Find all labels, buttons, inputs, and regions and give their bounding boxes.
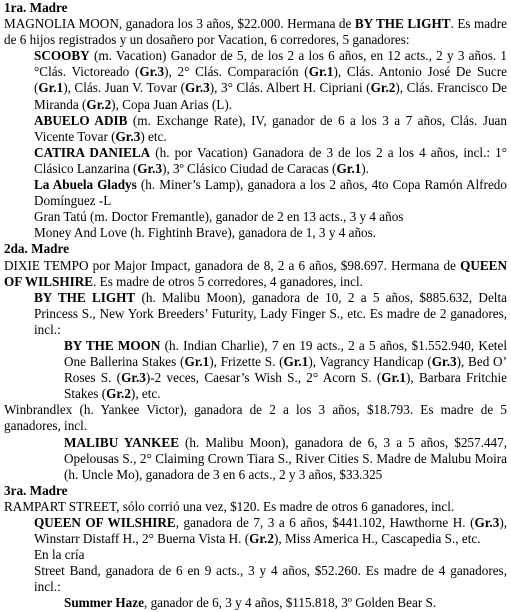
offspring-scooby: SCOOBY (m. Vacation) Ganador de 5, de los 2 a los 6 años, en 12 acts., 2 y 3 años. 1 °Clás. Victoreado (Gr.3), 2° Clás. Comparación (Gr.1), Clás. Antonio José De Sucre (Gr.1), Clás. Juan V. Tovar (Gr.3), 3° Clás. Albert H. Cipriani (Gr.2), Clás. Francisco De Miranda (Gr.2), Copa Juan Arias (L). <box>34 48 508 112</box>
offspring-queen-of-wilshire: QUEEN OF WILSHIRE, ganadora de 7, 3 a 6 años, $441.102, Hawthorne H. (Gr.3), Winstarr Distaff H., 2° Buerna Vista H. (Gr.2), Miss America H., Cascapedia S., etc. <box>34 515 508 547</box>
section-heading-first-dam: 1ra. Madre <box>4 0 68 15</box>
third-dam-intro: RAMPART STREET, sólo corrió una vez, $120. Es madre de otros 6 ganadores, incl. <box>4 498 455 514</box>
offspring-summer-haze: Summer Haze, ganador de 6, 3 y 4 años, $115.818, 3º Golden Bear S. <box>64 595 437 611</box>
offspring-money-and-love: Money And Love (h. Fightinh Brave), ganadora de 1, 3 y 4 años. <box>34 225 377 241</box>
en-la-cria-label: En la cría <box>34 547 85 563</box>
offspring-gran-tatu: Gran Tatú (m. Doctor Fremantle), ganador de 2 en 13 acts., 3 y 4 años <box>34 209 404 225</box>
offspring-malibu-yankee: MALIBU YANKEE (h. Malibu Moon), ganadora de 6, 3 a 5 años, $257.447, Opelousas S., 2° Claiming Crown Tiara S., River Cities S. Madre de Malubu Moira (h. Uncle Mo), ganadora de 3 en 6 acts., 2 y 3 años, $33.325 <box>64 434 507 482</box>
offspring-by-the-light: BY THE LIGHT (h. Malibu Moon), ganadora de 10, 2 a 5 años, $885.632, Delta Princess S., New York Breeders’ Futurity, Lady Finger S., etc. Es madre de 2 ganadores, incl.: <box>34 289 507 337</box>
first-dam-intro: MAGNOLIA MOON, ganadora los 3 años, $22.000. Hermana de BY THE LIGHT. Es madre de 6 hijos registrados y un dosañero por Vacation, 6 corredores, 5 ganadores: <box>4 16 507 48</box>
section-heading-third-dam: 3ra. Madre <box>4 482 68 498</box>
section-heading-second-dam: 2da. Madre <box>4 241 69 257</box>
offspring-by-the-moon: BY THE MOON (h. Indian Charlie), 7 en 19 acts., 2 a 5 años, $1.552.940, Ketel One Ballerina Stakes (Gr.1), Frizette S. (Gr.1), Vagrancy Handicap (Gr.3), Bed O’ Roses S. (Gr.3)-2 veces, Caesar’s Wish S., 2° Acorn S. (Gr.1), Barbara Fritchie Stakes (Gr.2), etc. <box>64 337 507 402</box>
offspring-catira-daniela: CATIRA DANIELA (h. por Vacation) Ganadora de 3 de los 2 a los 4 años, incl.: 1° Clásico Lanzarina (Gr.3), 3º Clásico Ciudad de Caracas (Gr.1). <box>34 144 507 176</box>
offspring-winbrandlex: Winbrandlex (h. Yankee Victor), ganadora de 2 a los 3 años, $18.793. Es madre de 5 ganadores, incl. <box>4 402 507 434</box>
offspring-street-band: Street Band, ganadora de 6 en 9 acts., 3 y 4 años, $52.260. Es madre de 4 ganadores, incl.: <box>34 563 507 595</box>
offspring-la-abuela-gladys: La Abuela Gladys (h. Miner’s Lamp), ganadora a los 2 años, 4to Copa Ramón Alfredo Domínguez -L <box>34 177 507 209</box>
second-dam-intro: DIXIE TEMPO por Major Impact, ganadora de 8, 2 a 6 años, $98.697. Hermana de QUEEN OF WILSHIRE. Es madre de otros 5 corredores, 4 ganadores, incl. <box>4 257 507 289</box>
offspring-abuelo-adib: ABUELO ADIB (m. Exchange Rate), IV, ganador de 6 a los 3 a 7 años, Clás. Juan Vicente Tovar (Gr.3) etc. <box>34 112 507 144</box>
